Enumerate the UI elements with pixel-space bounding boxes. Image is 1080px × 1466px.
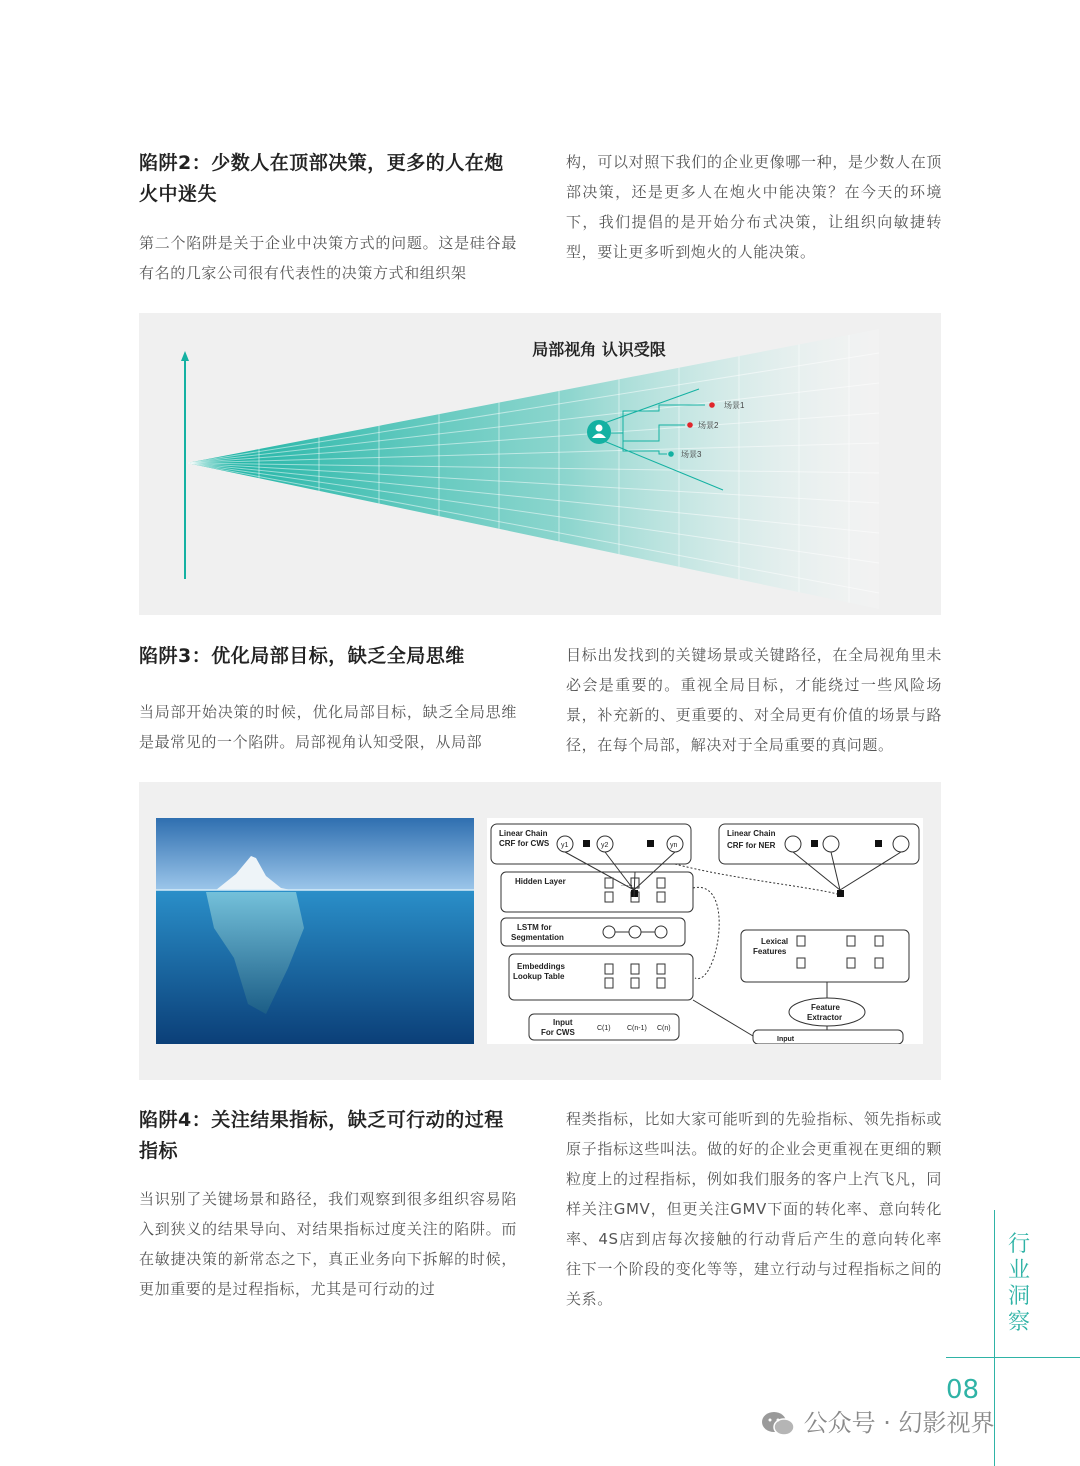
scene2-label: 场景2 [698,421,719,430]
scene3-dot [668,451,674,457]
embeddings-label-1: Embeddings [517,962,566,971]
input-cws-label-2: For CWS [541,1028,575,1037]
section3-right-paragraph: 目标出发找到的关键场景或关键路径，在全局视角里未必会是重要的。重视全局目标，才能绕过一些风险场景，补充新的、更重要的、对全局更有价值的场景与路径，在每个局部，解决对于全局重要的真问题。 [566,646,942,754]
lstm-label-2: Segmentation [511,933,564,942]
feature-extractor-label-2: Extractor [807,1013,843,1022]
local-perspective-figure [139,313,941,615]
sidebar-title: 行业洞察 [1007,1232,1030,1335]
section2-left-paragraph: 第二个陷阱是关于企业中决策方式的问题。这是硅谷最有名的几家公司很有代表性的决策方式和组织架 [139,234,517,282]
wechat-icon [760,1410,796,1438]
figure1-title: 局部视角 认识受限 [532,340,666,359]
input-cn-label: C(n) [657,1025,671,1032]
crf-ner-label-2: CRF for NER [727,841,776,850]
embeddings-label-2: Lookup Table [513,972,565,981]
watermark-text: 公众号 · 幻影视界 [803,1409,995,1437]
input-c1-label: C(1) [597,1025,611,1032]
input-cws-label-1: Input [553,1018,573,1027]
axis-arrow-icon [181,351,189,361]
scene2-dot [687,422,693,428]
input-ner-label-1: Input [777,1036,795,1043]
crf-cws-label-2: CRF for CWS [499,839,550,848]
section2-right-paragraph: 构，可以对照下我们的企业更像哪一种，是少数人在顶部决策，还是更多人在炮火中能决策？在今天的环境下，我们提倡的是开始分布式决策，让组织向敏捷转型，要让更多听到炮火的人能决策。 [566,153,942,261]
y2-label: y2 [601,842,609,849]
feature-extractor-label-1: Feature [811,1003,840,1012]
lstm-label-1: LSTM for [517,923,552,932]
lexical-label-1: Lexical [761,937,789,946]
section4-heading: 陷阱4：关注结果指标，缺乏可行动的过程指标 [139,1109,504,1162]
iceberg-and-network-figure [139,782,941,1080]
scene3-label: 场景3 [681,450,702,459]
crf-ner-label-1: Linear Chain [727,829,776,838]
perspective-cone-diagram [139,313,941,615]
person-icon [587,420,611,444]
scene1-dot [709,402,715,408]
section4-left-paragraph: 当识别了关键场景和路径，我们观察到很多组织容易陷入到狭义的结果导向、对结果指标过度关注的陷阱。而在敏捷决策的新常态之下，真正业务向下拆解的时候，更加重要的是过程指标，尤其是可行动的过 [139,1190,517,1298]
neural-network-diagram [487,818,923,1044]
iceberg-image [156,818,474,1044]
lexical-label-2: Features [753,947,787,956]
scene1-label: 场景1 [724,401,745,410]
page-number: 08 [946,1375,980,1405]
y1-label: y1 [561,842,569,849]
hidden-dots: ...... [621,881,633,888]
section2-heading: 陷阱2：少数人在顶部决策，更多的人在炮火中迷失 [139,152,504,205]
watermark [760,1403,995,1438]
hidden-layer-label: Hidden Layer [515,877,566,886]
sidebar-horizontal-line [946,1357,1080,1358]
section3-heading: 陷阱3：优化局部目标，缺乏全局思维 [139,645,465,667]
section4-right-paragraph: 程类指标，比如大家可能听到的先验指标、领先指标或原子指标这些叫法。做的好的企业会更重视在更细的颗粒度上的过程指标，例如我们服务的客户上汽飞凡，同样关注GMV，但更关注GMV下面的转化率、意向转化率、4S店到店每次接触的行动背后产生的意向转化率往下一个阶段的变化等等，建立行动与过程指标之间的关系。 [566,1110,942,1308]
yn-label: yn [670,842,678,849]
section3-left-paragraph: 当局部开始决策的时候，优化局部目标，缺乏全局思维是最常见的一个陷阱。局部视角认知受限，从局部 [139,703,517,751]
input-cn1-label: C(n-1) [627,1025,647,1032]
crf-cws-label-1: Linear Chain [499,829,548,838]
